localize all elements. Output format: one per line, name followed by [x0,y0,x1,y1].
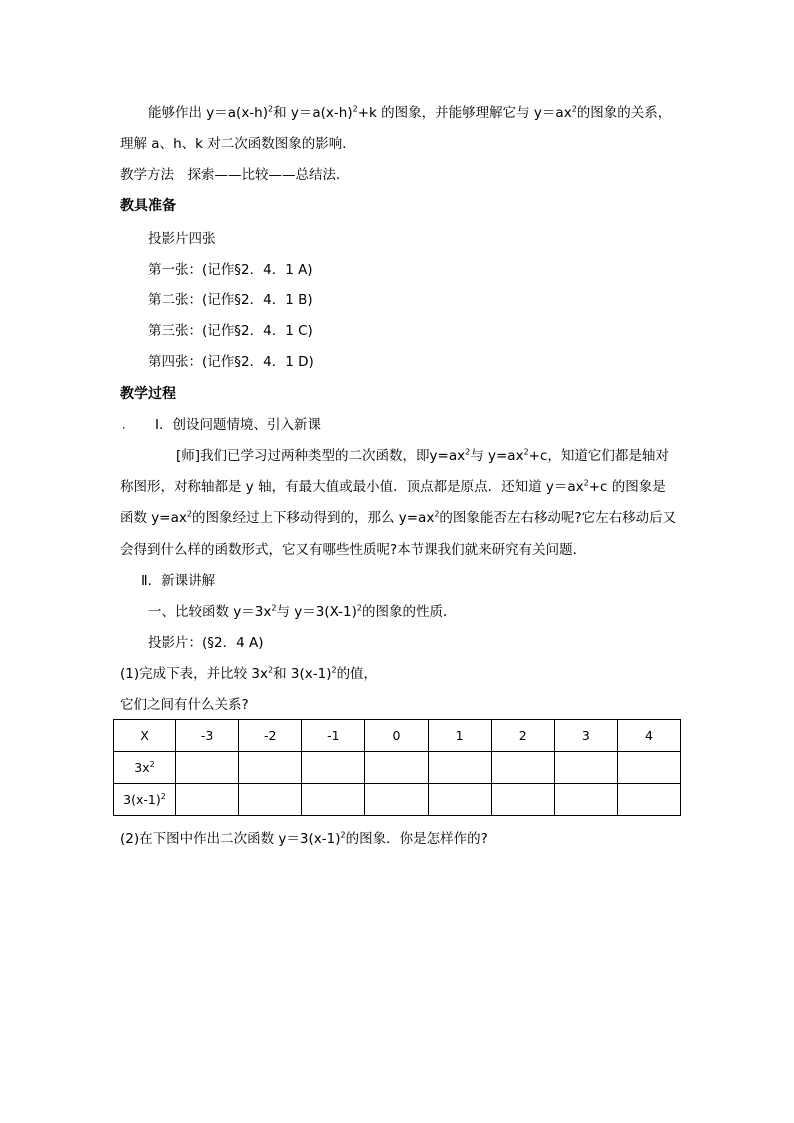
value-table [113,719,681,816]
superscript: 2 [465,447,471,457]
body-text: 与 y=ax [470,448,524,464]
teacher-line-2 [120,478,666,496]
body-text: (2)在下图中作出二次函数 y＝3(x-1) [120,831,341,847]
objective-text: +k 的图象，并能够理解它与 y＝ax [357,105,572,121]
table-header-cell: 4 [617,720,680,752]
superscript: 2 [340,830,346,840]
table-cell[interactable] [302,752,365,784]
section-heading-1: Ⅰ．创设问题情境、引入新课 [155,417,321,433]
prep-item: 第一张：(记作§2．4．1 A) [148,262,313,278]
projector-note: 投影片：(§2．4 A) [148,635,264,651]
body-text: 称图形，对称轴都是 y 轴，有最大值或最小值．顶点都是原点．还知道 y＝ax [120,479,584,495]
table-header-cell: X [114,720,176,752]
superscript: 2 [523,447,529,457]
body-text: [师]我们已学习过两种类型的二次函数，即y=ax [176,448,466,464]
table-cell[interactable] [176,784,239,816]
objective-text: 和 y＝a(x-h) [273,105,353,121]
teaching-method: 教学方法 探索——比较——总结法． [120,167,350,183]
teacher-line-3 [120,509,676,527]
table-row [114,752,681,784]
question-2 [120,830,488,848]
superscript: 2 [352,104,358,114]
table-cell[interactable] [176,752,239,784]
table-cell[interactable] [617,784,680,816]
table-cell[interactable] [365,784,428,816]
process-heading: 教学过程 [120,386,176,402]
prep-item: 投影片四张 [148,231,216,247]
table-header-cell: 3 [554,720,617,752]
superscript: 2 [271,603,277,613]
table-header-cell: -3 [176,720,239,752]
prep-item: 第四张：(记作§2．4．1 D) [148,354,314,370]
table-row-label [114,784,176,816]
body-text: 一、比较函数 y＝3x [148,604,272,620]
superscript: 2 [149,759,155,769]
row-label-text: 3x [134,760,150,775]
section-heading-2: Ⅱ．新课讲解 [141,573,216,589]
body-text: 与 y＝3(X-1) [276,604,357,620]
superscript: 2 [268,104,274,114]
table-cell[interactable] [554,784,617,816]
table-header-cell: 1 [428,720,491,752]
table-cell[interactable] [365,752,428,784]
table-header-cell: -2 [239,720,302,752]
objective-text: 能够作出 y＝a(x-h) [148,105,269,121]
superscript: 2 [331,665,337,675]
table-header-cell: 2 [491,720,554,752]
body-text: 的图象的性质． [362,604,457,620]
section-dot: ． [122,418,133,431]
question-1 [120,665,377,683]
table-cell[interactable] [491,784,554,816]
table-cell[interactable] [239,752,302,784]
objective-line-2: 理解 a、h、k 对二次函数图象的影响． [120,136,356,152]
prep-heading: 教具准备 [120,198,176,214]
body-text: 的值， [336,666,378,682]
superscript: 2 [583,478,589,488]
body-text: 的图象经过上下移动得到的，那么 y=ax [191,510,435,526]
superscript: 2 [186,509,192,519]
table-cell[interactable] [239,784,302,816]
objective-line-1 [148,104,671,122]
row-label-text: 3(x-1) [123,792,161,807]
question-1-cont: 它们之间有什么关系? [120,697,249,713]
table-cell[interactable] [554,752,617,784]
table-cell[interactable] [617,752,680,784]
table-row [114,784,681,816]
teacher-line-1 [176,447,669,465]
objective-text: 的图象的关系， [576,105,672,121]
table-cell[interactable] [491,752,554,784]
superscript: 2 [434,509,440,519]
prep-item: 第三张：(记作§2．4．1 C) [148,323,313,339]
superscript: 2 [268,665,274,675]
body-text: 的图象能否左右移动呢?它左右移动后又 [439,510,677,526]
superscript: 2 [356,603,362,613]
superscript: 2 [571,104,577,114]
table-cell[interactable] [428,784,491,816]
table-row [114,720,681,752]
body-text: 和 3(x-1) [273,666,332,682]
table-header-cell: -1 [302,720,365,752]
body-text: 函数 y=ax [120,510,187,526]
table-cell[interactable] [302,784,365,816]
teacher-line-4: 会得到什么样的函数形式，它又有哪些性质呢?本节课我们就来研究有关问题． [120,542,587,558]
body-text: +c，知道它们都是轴对 [528,448,669,464]
body-text: +c 的图象是 [588,479,666,495]
body-text: 的图象．你是怎样作的? [345,831,488,847]
part1-heading [148,603,457,621]
table-cell[interactable] [428,752,491,784]
prep-item: 第二张：(记作§2．4．1 B) [148,292,313,308]
superscript: 2 [160,791,166,801]
body-text: (1)完成下表，并比较 3x [120,666,268,682]
table-header-cell: 0 [365,720,428,752]
table-row-label [114,752,176,784]
